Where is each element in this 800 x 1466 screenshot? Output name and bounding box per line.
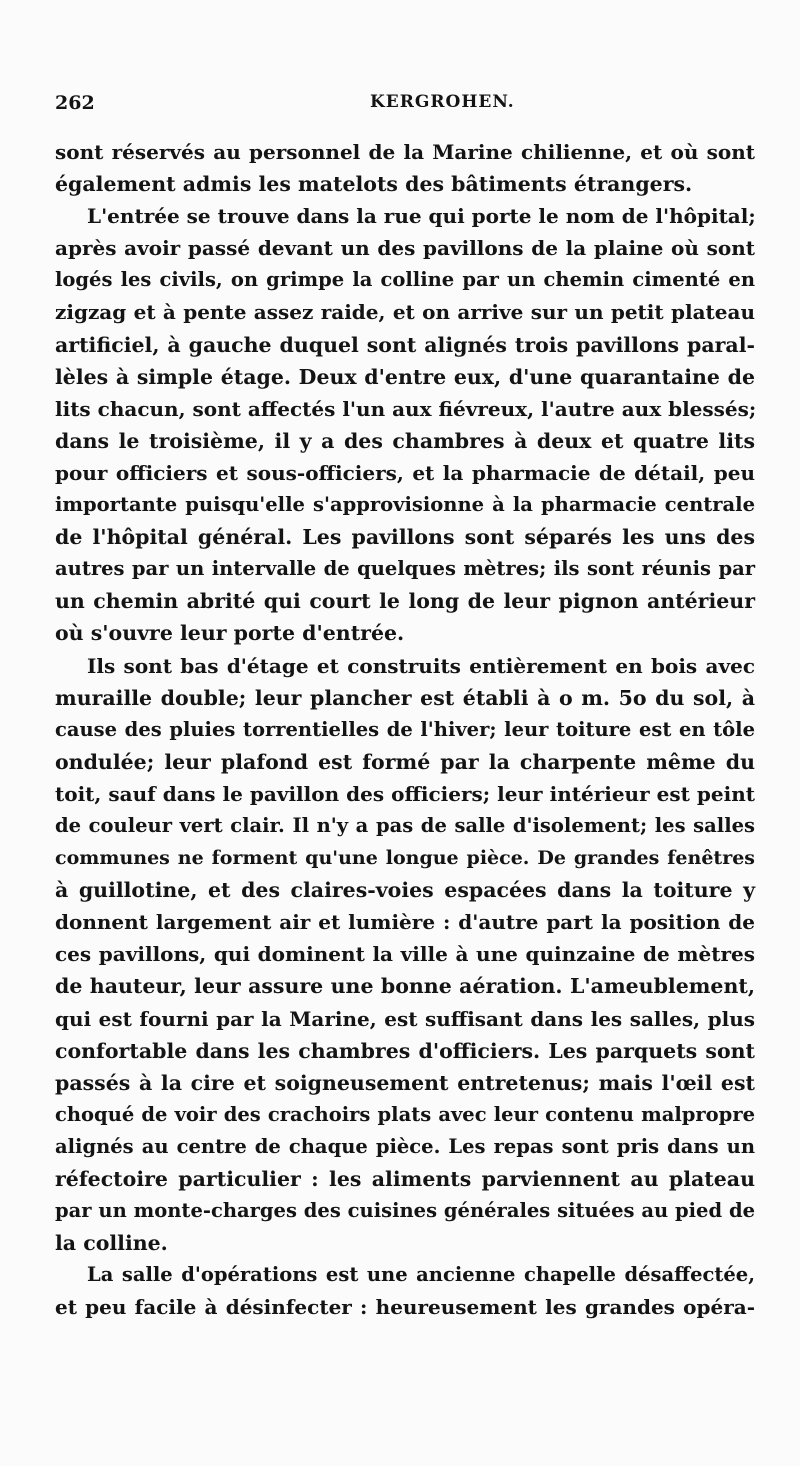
text-line: alignés au centre de chaque pièce. Les repas sont pris dans un <box>55 1134 755 1158</box>
text-line: de l'hôpital général. Les pavillons sont séparés les uns des <box>55 525 755 550</box>
page-header <box>55 92 755 122</box>
text-line: où s'ouvre leur porte d'entrée. <box>55 621 405 646</box>
text-line: dans le troisième, il y a des chambres à deux et quatre lits <box>55 428 755 453</box>
text-line: réfectoire particulier : les aliments parviennent au plateau <box>55 1167 755 1191</box>
text-line: artificiel, à gauche duquel sont alignés trois pavillons paral- <box>55 332 755 357</box>
text-line: importante puisqu'elle s'approvisionne à la pharmacie centrale <box>55 493 755 517</box>
text-line: zigzag et à pente assez raide, et on arrive sur un petit plateau <box>55 300 755 325</box>
text-line: par un monte-charges des cuisines générales situées au pied de <box>55 1199 755 1223</box>
text-line: communes ne forment qu'une longue pièce. De grandes fenêtres <box>55 847 755 870</box>
text-line: à guillotine, et des claires-voies espacées dans la toiture y <box>55 878 755 903</box>
text-line: muraille double; leur plancher est établi à o m. 5o du sol, à <box>55 685 755 710</box>
paragraph-first-line: L'entrée se trouve dans la rue qui porte le nom de l'hôpital; <box>87 204 756 229</box>
text-line: cause des pluies torrentielles de l'hiver; leur toiture est en tôle <box>55 717 755 741</box>
text-line: lèles à simple étage. Deux d'entre eux, d'une quarantaine de <box>55 364 755 389</box>
paragraph-first-line: La salle d'opérations est une ancienne chapelle désaffectée, <box>87 1263 755 1287</box>
text-line: toit, sauf dans le pavillon des officiers; leur intérieur est peint <box>55 781 755 806</box>
text-line: logés les civils, on grimpe la colline par un chemin cimenté en <box>55 268 755 292</box>
text-line: pour officiers et sous-officiers, et la pharmacie de détail, peu <box>55 460 755 485</box>
body-text <box>55 136 755 1323</box>
text-line: de couleur vert clair. Il n'y a pas de salle d'isolement; les salles <box>55 813 755 837</box>
text-line: également admis les matelots des bâtiments étrangers. <box>55 172 693 197</box>
text-line: donnent largement air et lumière : d'autre part la position de <box>55 910 755 935</box>
text-line: lits chacun, sont affectés l'un aux fiévreux, l'autre aux blessés; <box>55 396 757 421</box>
text-line: passés à la cire et soigneusement entretenus; mais l'œil est <box>55 1070 755 1095</box>
text-line: qui est fourni par la Marine, est suffisant dans les salles, plus <box>55 1006 755 1031</box>
text-line: un chemin abrité qui court le long de leur pignon antérieur <box>55 589 755 614</box>
text-line: choqué de voir des crachoirs plats avec leur contenu malpropre <box>55 1102 755 1126</box>
text-line: sont réservés au personnel de la Marine chilienne, et où sont <box>55 140 755 164</box>
text-line: confortable dans les chambres d'officiers. Les parquets sont <box>55 1038 755 1063</box>
text-line: ondulée; leur plafond est formé par la charpente même du <box>55 749 755 774</box>
text-line: autres par un intervalle de quelques mètres; ils sont réunis par <box>55 557 755 581</box>
running-head: KERGROHEN. <box>370 92 515 112</box>
text-line: de hauteur, leur assure une bonne aération. L'ameublement, <box>55 974 755 999</box>
text-line: la colline. <box>55 1231 168 1256</box>
text-line: et peu facile à désinfecter : heureusement les grandes opéra- <box>55 1295 755 1320</box>
text-line: ces pavillons, qui dominent la ville à une quinzaine de mètres <box>55 942 755 967</box>
paragraph-first-line: Ils sont bas d'étage et construits entièrement en bois avec <box>87 653 755 678</box>
text-line: après avoir passé devant un des pavillons de la plaine où sont <box>55 236 755 261</box>
page-number: 262 <box>55 92 95 114</box>
